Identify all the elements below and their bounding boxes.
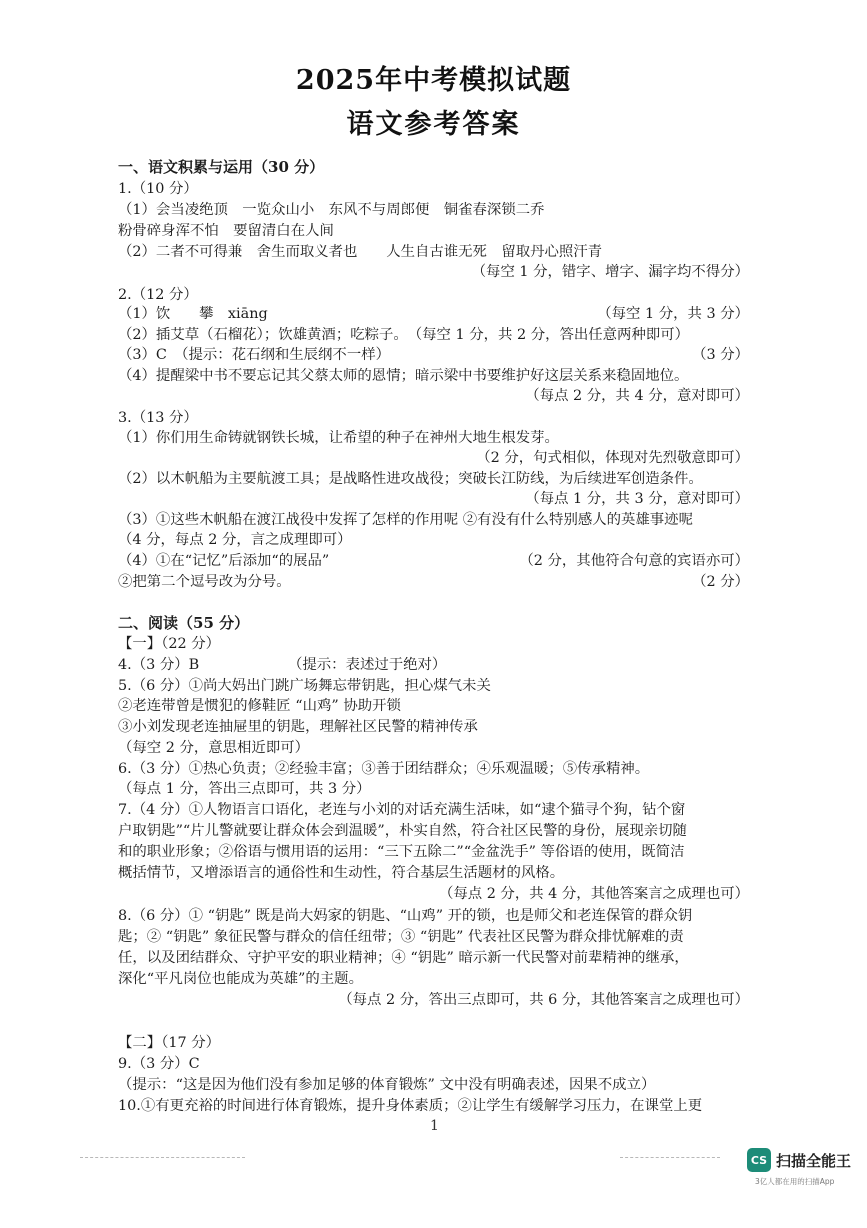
page-number: 1	[430, 1118, 439, 1134]
scoring-note: （每空 2 分，意思相近即可）	[118, 740, 309, 756]
scoring-note: （每点 1 分，共 3 分，意对即可）	[525, 491, 749, 507]
answer-line: 任，以及团结群众、守护平安的职业精神；④ “钥匙” 暗示新一代民警对前辈精神的继承，	[118, 950, 689, 966]
scanner-watermark	[747, 1148, 851, 1172]
answer-line: 8.（6 分）① “钥匙” 既是尚大妈家的钥匙、“山鸡” 开的锁，也是师父和老连保管的群众钥	[118, 908, 693, 924]
watermark-tagline: 3亿人都在用的扫描App	[755, 1177, 835, 1186]
scoring-note: （每空 1 分，共 3 分）	[597, 306, 749, 322]
question-1-heading: 1.（10 分）	[118, 181, 198, 197]
page-title: 2025年中考模拟试题	[295, 65, 572, 96]
answer-line: （2）以木帆船为主要航渡工具；是战略性进攻战役；突破长江防线，为后续进军创造条件。	[118, 471, 703, 487]
scoring-note: （2 分）	[692, 574, 749, 590]
answer-line: 7.（4 分）①人物语言口语化，老连与小刘的对话充满生活味，如“逮个猫寻个狗，钻个窗	[118, 802, 686, 818]
page-subtitle: 语文参考答案	[346, 109, 521, 140]
answer-line: （3）①这些木帆船在渡江战役中发挥了怎样的作用呢 ②有没有什么特别感人的英雄事迹呢	[118, 512, 693, 528]
answer-line: （4）提醒梁中书不要忘记其父蔡太师的恩情；暗示梁中书要维护好这层关系来稳固地位。	[118, 368, 689, 384]
answer-line: （4）①在“记忆”后添加“的展品”	[118, 553, 330, 569]
answer-line: 4.（3 分）B	[118, 657, 200, 673]
answer-line: ②把第二个逗号改为分号。	[118, 574, 291, 590]
answer-line: 匙；② “钥匙” 象征民警与群众的信任纽带；③ “钥匙” 代表社区民警为群众排忧解难的责	[118, 929, 684, 945]
scoring-note: （4 分，每点 2 分，言之成理即可）	[118, 532, 352, 548]
scoring-note: （每空 1 分，错字、增字、漏字均不得分）	[471, 264, 749, 280]
scoring-note: （每点 2 分，共 4 分，意对即可）	[525, 388, 749, 404]
answer-line: （1）会当凌绝顶 一览众山小 东风不与周郎便 铜雀春深锁二乔	[118, 202, 545, 218]
answer-line: （3）C （提示：花石纲和生辰纲不一样）	[118, 347, 390, 363]
scan-edge-divider	[80, 1157, 245, 1158]
passage-heading: 【一】（22 分）	[118, 636, 221, 652]
passage-heading: 【二】（17 分）	[118, 1035, 221, 1051]
answer-line: （1）饮 攀 xiāng	[118, 306, 268, 322]
section-heading-1: 一、语文积累与运用（30 分）	[118, 158, 325, 176]
answer-line: 6.（3 分）①热心负责；②经验丰富；③善于团结群众；④乐观温暖；⑤传承精神。	[118, 761, 650, 777]
camscanner-logo-icon: CS	[747, 1148, 771, 1172]
answer-line: 5.（6 分）①尚大妈出门跳广场舞忘带钥匙，担心煤气未关	[118, 678, 491, 694]
watermark-brand: 扫描全能王	[776, 1151, 852, 1170]
answer-line: 概括情节，又增添语言的通俗性和生动性，符合基层生活题材的风格。	[118, 865, 565, 881]
answer-line: 粉骨碎身浑不怕 要留清白在人间	[118, 223, 334, 239]
scoring-note: （每点 2 分，共 4 分，其他答案言之成理也可）	[438, 886, 749, 902]
question-2-heading: 2.（12 分）	[118, 287, 198, 303]
answer-line: 和的职业形象；②俗语与惯用语的运用：“三下五除二”“金盆洗手” 等俗语的使用，既简洁	[118, 844, 685, 860]
hint-note: （提示：“这是因为他们没有参加足够的体育锻炼” 文中没有明确表述，因果不成立）	[118, 1077, 656, 1093]
answer-line: ③小刘发现老连抽屉里的钥匙，理解社区民警的精神传承	[118, 719, 478, 735]
scoring-note: （2 分，其他符合句意的宾语亦可）	[519, 553, 749, 569]
answer-line: 深化“平凡岗位也能成为英雄”的主题。	[118, 971, 363, 987]
scoring-note: （3 分）	[692, 347, 749, 363]
hint-note: （提示：表述过于绝对）	[288, 657, 447, 673]
scan-edge-divider	[620, 1157, 720, 1158]
scoring-note: （每点 2 分，答出三点即可，共 6 分，其他答案言之成理也可）	[338, 992, 749, 1008]
answer-line: （2）插艾草（石榴花）；饮雄黄酒；吃粽子。 （每空 1 分，共 2 分，答出任意两种即可）	[118, 327, 690, 343]
answer-line: 户取钥匙”“片儿警就要让群众体会到温暖”，朴实自然，符合社区民警的身份，展现亲切随	[118, 823, 687, 839]
question-3-heading: 3.（13 分）	[118, 410, 198, 426]
answer-line: ②老连带曾是惯犯的修鞋匠 “山鸡” 协助开锁	[118, 698, 401, 714]
scoring-note: （2 分，句式相似，体现对先烈敬意即可）	[476, 450, 749, 466]
section-heading-2: 二、阅读（55 分）	[118, 614, 250, 632]
answer-line: （2）二者不可得兼 舍生而取义者也 人生自古谁无死 留取丹心照汗青	[118, 244, 603, 260]
answer-line: （1）你们用生命铸就钢铁长城，让希望的种子在神州大地生根发芽。	[118, 430, 559, 446]
scoring-note: （每点 1 分，答出三点即可，共 3 分）	[118, 781, 371, 797]
answer-line: 10.①有更充裕的时间进行体育锻炼，提升身体素质；②让学生有缓解学习压力，在课堂上更	[118, 1098, 703, 1114]
answer-line: 9.（3 分）C	[118, 1056, 200, 1072]
